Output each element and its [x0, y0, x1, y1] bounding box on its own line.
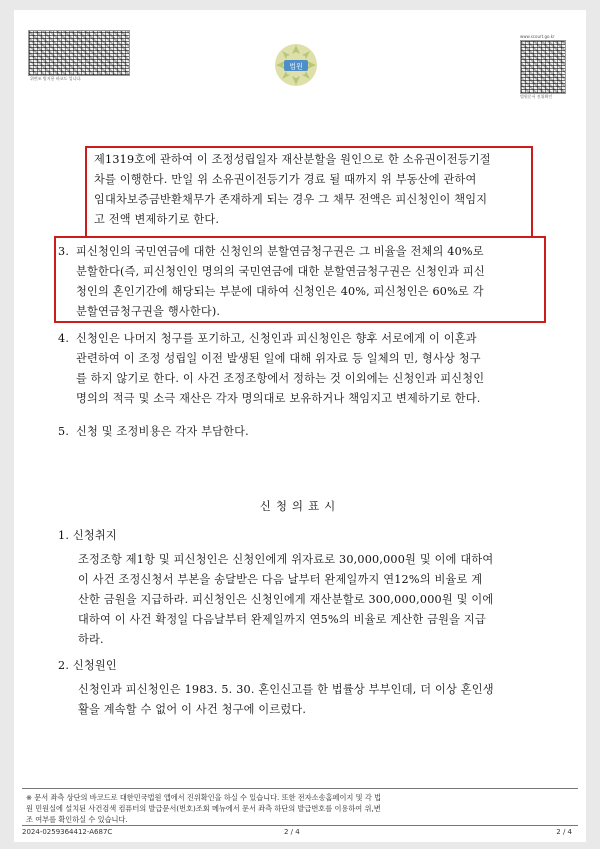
- subsection-title: 2. 신청원인: [58, 659, 117, 672]
- text-line: 신청 및 조정비용은 각자 부담한다.: [76, 425, 249, 438]
- footer-note-line: 원 민원실에 설치된 사건검색 컴퓨터의 발급문서(번호)조회 메뉴에서 문서 좌측 하단의 발급번호를 이용하여 위,변: [26, 804, 381, 813]
- subsection-title: 1. 신청취지: [58, 529, 117, 542]
- page-indicator: 2 / 4: [284, 828, 300, 836]
- text-line: 하라.: [78, 633, 104, 646]
- text-line: 임대차보증금반환채무가 존재하게 되는 경우 그 채무 전액은 피신청인이 책임지: [94, 193, 488, 206]
- verification-barcode-left: [28, 30, 130, 76]
- footer-note-line: 조 여부를 확인하실 수 있습니다.: [26, 815, 128, 824]
- text-line: 청인의 혼인기간에 해당되는 부분에 대하여 신청인은 40%, 피신청인은 60%로 각: [76, 285, 484, 298]
- section-claim-cause: [58, 656, 494, 720]
- text-line: 명의의 적극 및 소극 재산은 각자 명의대로 보유하거나 책임지고 변제하기로 한다.: [76, 392, 481, 405]
- text-line: 관련하여 이 조정 성립일 이전 발생된 일에 대해 위자료 등 일체의 민, 형사상 청구: [76, 352, 481, 365]
- text-line: 대하여 이 사건 확정일 다음날부터 완제일까지 연5%의 비율로 계산한 금원을 지급: [78, 613, 486, 626]
- barcode-right-url: www.scourt.go.kr: [520, 34, 555, 39]
- issue-number: 2024-0259364412-A687C: [22, 828, 113, 836]
- text-line: 제1319호에 관하여 이 조정성립일자 재산분할을 원인으로 한 소유권이전등기절: [94, 153, 491, 166]
- text-line: 산한 금원을 지급하라. 피신청인은 신청인에게 재산분할로 300,000,000원 및 이에: [78, 593, 494, 606]
- footer-note: [26, 792, 574, 825]
- section-claim-purpose: [58, 526, 493, 650]
- court-emblem-icon: [273, 42, 319, 88]
- clause-item-4: [58, 329, 484, 409]
- item-number: 5.: [58, 425, 70, 438]
- text-line: 고 전액 변제하기로 한다.: [94, 213, 220, 226]
- text-line: 조정조항 제1항 및 피신청인은 신청인에게 위자료로 30,000,000원 및 이에 대하여: [78, 553, 494, 566]
- text-line: 피신청인의 국민연금에 대한 신청인의 분할연금청구권은 그 비율을 전체의 40%로: [76, 245, 484, 258]
- item-number: 3.: [58, 245, 70, 258]
- document-page: [14, 10, 586, 842]
- text-line: 를 하지 않기로 한다. 이 사건 조정조항에서 정하는 것 이외에는 신청인과 피신청인: [76, 372, 485, 385]
- page-indicator-right: 2 / 4: [556, 828, 572, 836]
- text-line: 분할연금청구권을 행사한다).: [76, 305, 221, 318]
- clause-continuation: [94, 150, 491, 230]
- text-line: 신청인은 나머지 청구를 포기하고, 신청인과 피신청인은 향후 서로에게 이 이혼과: [76, 332, 477, 345]
- section-heading: 신청의표시: [259, 499, 341, 513]
- barcode-left-caption: 위변조 방지용 바코드 입니다.: [30, 76, 82, 81]
- barcode-right-caption: 법원문서 진위확인: [520, 94, 553, 99]
- text-line: 차를 이행한다. 만일 위 소유권이전등기가 경료 될 때까지 위 부동산에 관하여: [94, 173, 477, 186]
- text-line: 활을 계속할 수 없어 이 사건 청구에 이르렀다.: [78, 703, 307, 716]
- text-line: 신청인과 피신청인은 1983. 5. 30. 혼인신고를 한 법률상 부부인데, 더 이상 혼인생: [78, 683, 494, 696]
- text-line: 분할한다(즉, 피신청인인 명의의 국민연금에 대한 분할연금청구권은 신청인과 피신: [76, 265, 485, 278]
- clause-item-3: [58, 242, 485, 322]
- text-line: 이 사건 조정신청서 부본을 송달받은 다음 날부터 완제일까지 연12%의 비율로 계: [78, 573, 483, 586]
- footer-divider: [22, 788, 578, 789]
- footer-divider: [22, 825, 578, 826]
- item-number: 4.: [58, 332, 70, 345]
- verification-qr-right: [520, 40, 566, 94]
- footer-note-line: ※ 문서 좌측 상단의 바코드로 대한민국법원 앱에서 진위확인을 하실 수 있습니다. 또한 전자소송홈페이지 및 각 법: [26, 793, 382, 802]
- emblem-label: 법원: [289, 62, 303, 71]
- clause-item-5: [58, 422, 249, 442]
